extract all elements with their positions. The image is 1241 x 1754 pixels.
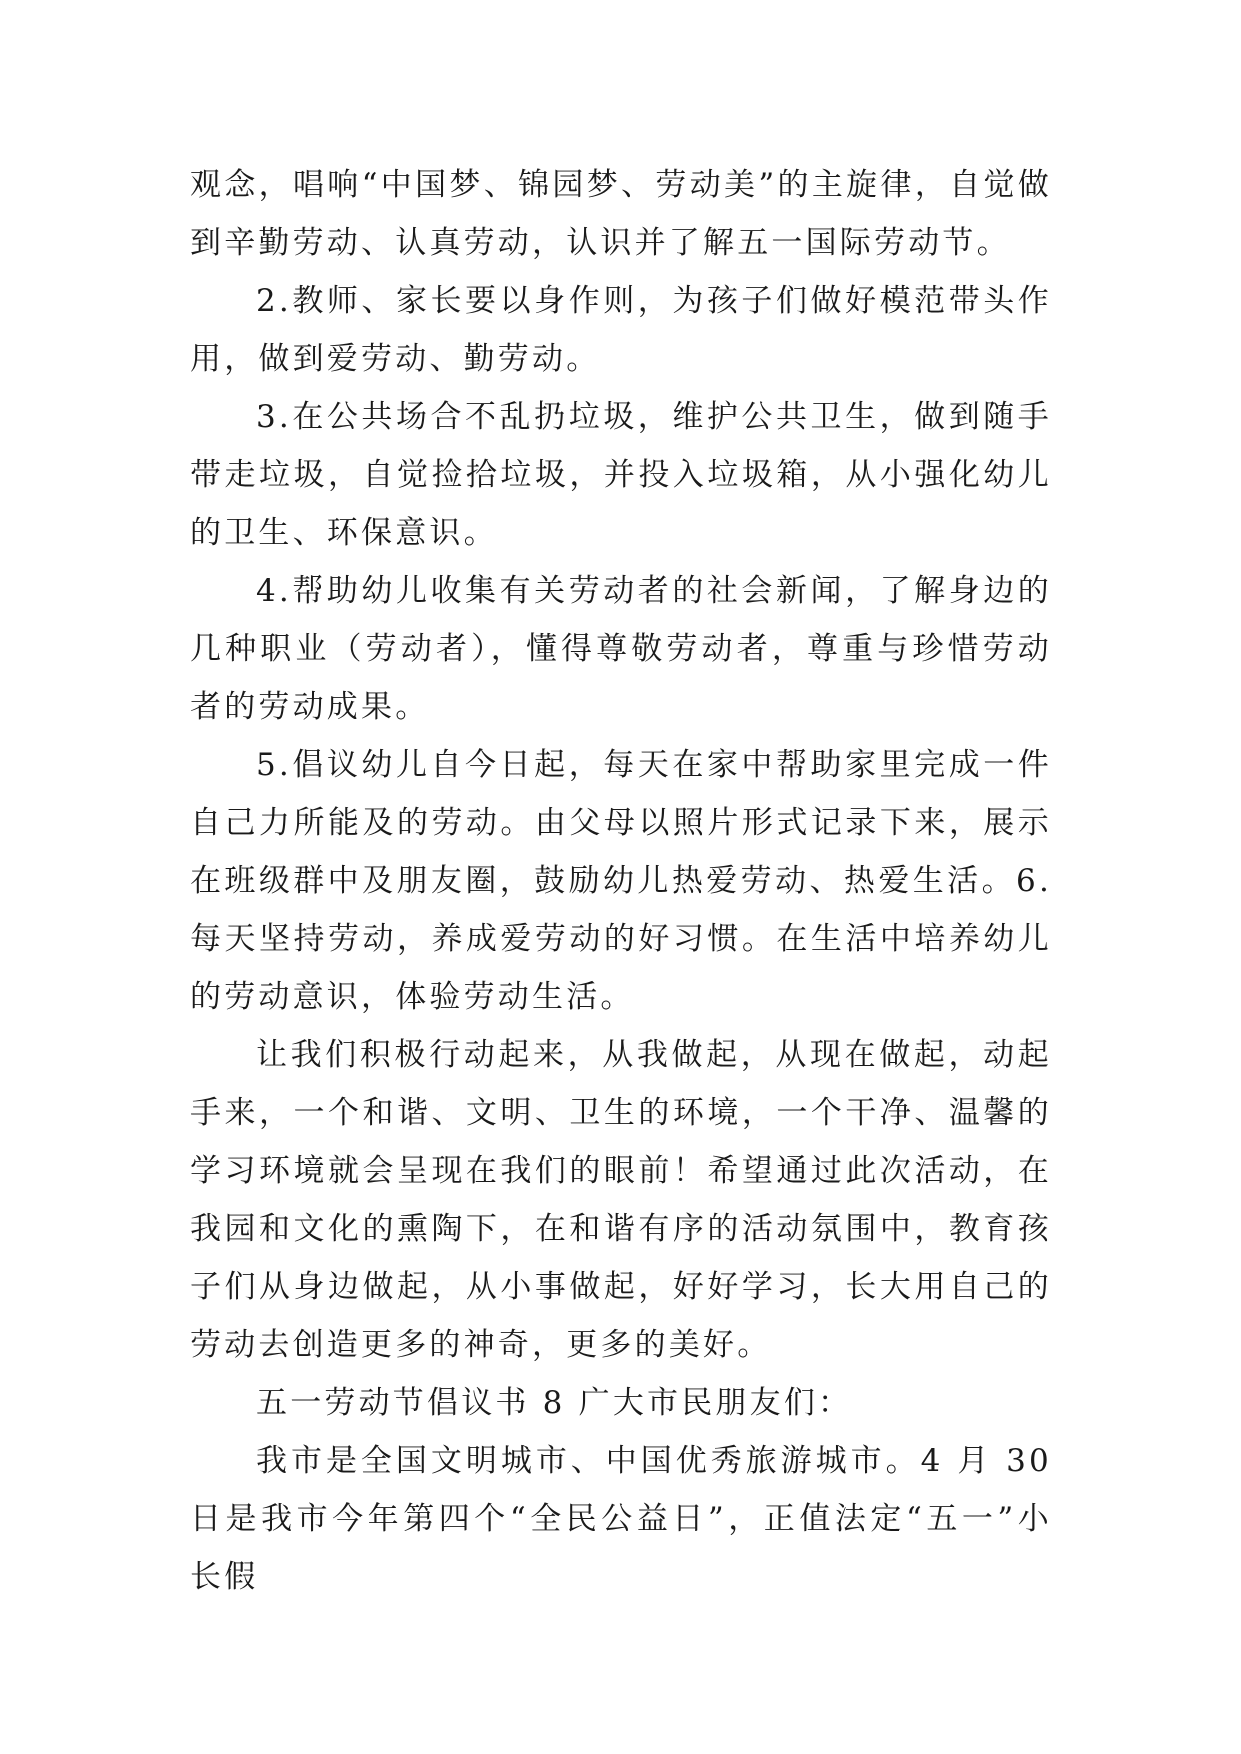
- paragraph-call-to-action: 让我们积极行动起来，从我做起，从现在做起，动起手来，一个和谐、文明、卫生的环境，一个干净、温馨的学习环境就会呈现在我们的眼前！希望通过此次活动，在我园和文化的熏陶下，在和谐有序的活动氛围中，教育孩子们从身边做起，从小事做起，好好学习，长大用自己的劳动去创造更多的神奇，更多的美好。: [190, 1037, 1052, 1363]
- paragraph-item-4: 4.帮助幼儿收集有关劳动者的社会新闻，了解身边的几种职业（劳动者），懂得尊敬劳动者，尊重与珍惜劳动者的劳动成果。: [190, 573, 1052, 725]
- paragraph-city-intro: 我市是全国文明城市、中国优秀旅游城市。4 月 30 日是我市今年第四个“全民公益日”，正值法定“五一”小长假: [190, 1443, 1052, 1595]
- paragraph-item-2: 2.教师、家长要以身作则，为孩子们做好模范带头作用，做到爱劳动、勤劳动。: [190, 283, 1052, 377]
- paragraph-item-3: 3.在公共场合不乱扔垃圾，维护公共卫生，做到随手带走垃圾，自觉捡拾垃圾，并投入垃圾箱，从小强化幼儿的卫生、环保意识。: [190, 399, 1052, 551]
- paragraph-section-heading: 五一劳动节倡议书 8 广大市民朋友们：: [256, 1385, 853, 1421]
- paragraph-item-5: 5.倡议幼儿自今日起，每天在家中帮助家里完成一件自己力所能及的劳动。由父母以照片形式记录下来，展示在班级群中及朋友圈，鼓励幼儿热爱劳动、热爱生活。6.每天坚持劳动，养成爱劳动的好习惯。在生活中培养幼儿的劳动意识，体验劳动生活。: [190, 747, 1052, 1015]
- document-body: [190, 156, 1052, 1606]
- paragraph-continuation: 观念，唱响“中国梦、锦园梦、劳动美”的主旋律，自觉做到辛勤劳动、认真劳动，认识并了解五一国际劳动节。: [190, 167, 1052, 261]
